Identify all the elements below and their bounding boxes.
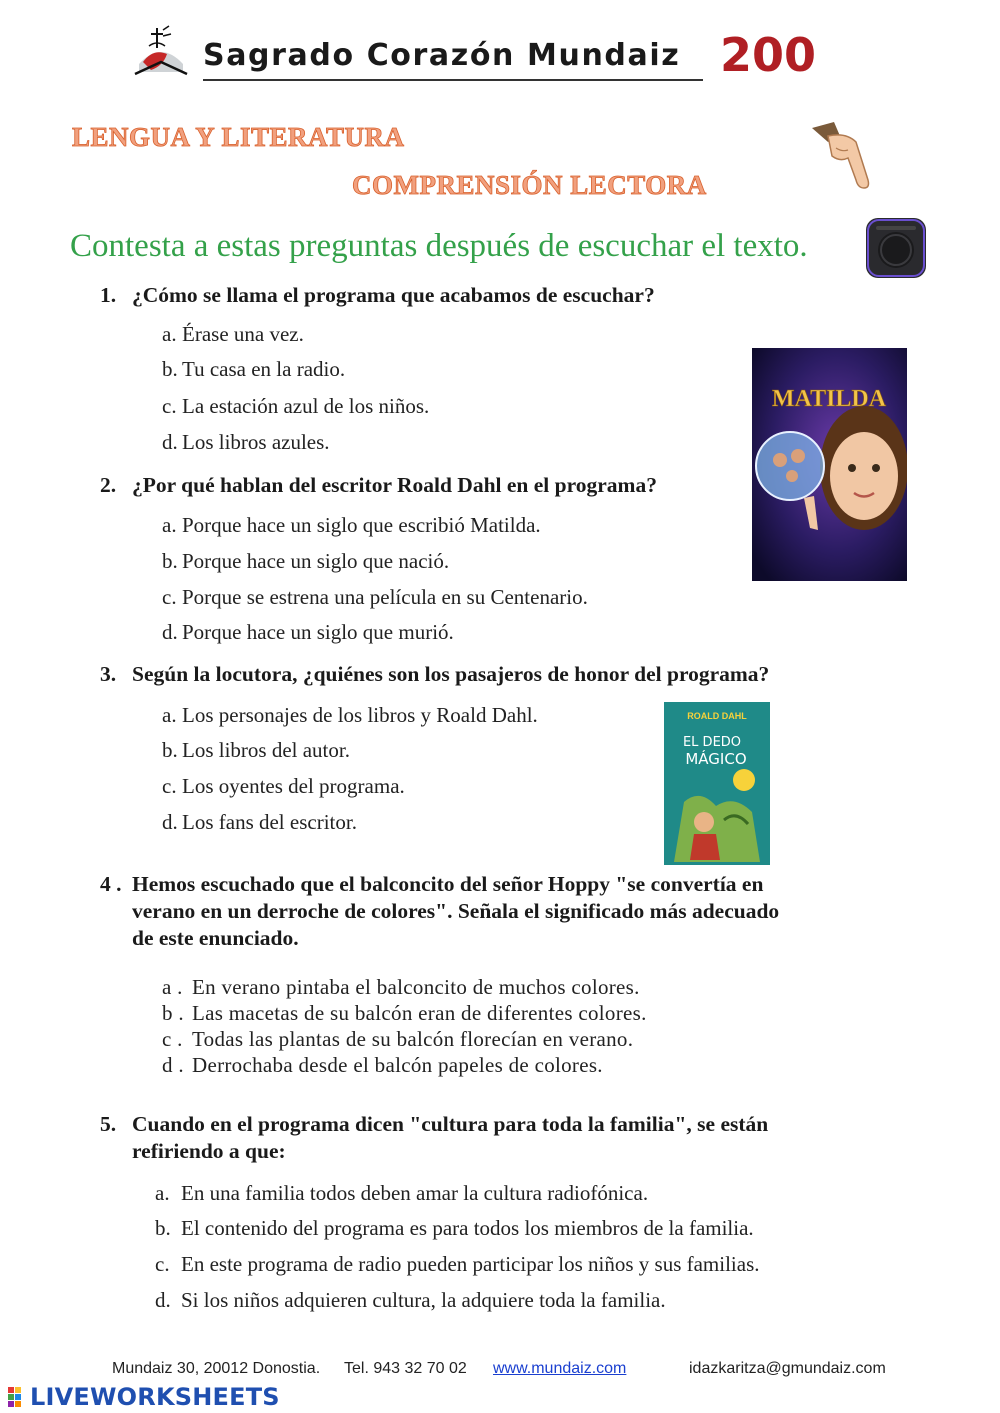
question-1: [100, 282, 655, 309]
option-5d[interactable]: [155, 1287, 666, 1313]
option-letter: d.: [162, 430, 178, 454]
option-text: Porque hace un siglo que nació.: [182, 549, 450, 573]
question-text-line-3: de este enunciado.: [132, 926, 299, 950]
option-5b[interactable]: [155, 1215, 754, 1241]
option-letter: c.: [162, 774, 177, 798]
option-text: Los personajes de los libros y Roald Dahl.: [182, 703, 538, 727]
matilda-title: MATILDA: [771, 386, 887, 412]
speaker-icon[interactable]: [862, 214, 930, 282]
question-text: ¿Por qué hablan del escritor Roald Dahl en el programa?: [132, 473, 657, 497]
question-number: 5.: [100, 1112, 117, 1136]
option-5c[interactable]: [155, 1251, 760, 1277]
option-2c[interactable]: [162, 584, 588, 610]
option-1c[interactable]: [162, 393, 429, 419]
school-name: Sagrado Corazón Mundaiz: [203, 38, 681, 73]
option-3d[interactable]: [162, 809, 357, 835]
question-3: [100, 661, 769, 688]
question-number: 2.: [100, 473, 117, 497]
question-number: 4 .: [100, 872, 122, 896]
book-title-line-2: MÁGICO: [685, 750, 747, 768]
option-text: Porque se estrena una película en su Centenario.: [182, 585, 588, 609]
liveworksheets-brand[interactable]: [8, 1383, 280, 1411]
option-letter: c.: [155, 1252, 170, 1276]
footer-phone: Tel. 943 32 70 02: [344, 1360, 467, 1377]
option-letter: d.: [162, 620, 178, 644]
option-letter: a.: [162, 703, 177, 727]
pointing-hand-icon: [806, 118, 876, 196]
option-2b[interactable]: [162, 548, 449, 574]
unit-heading: COMPRENSIÓN LECTORA: [352, 170, 707, 200]
option-letter: b.: [155, 1216, 171, 1240]
option-letter: d.: [155, 1288, 171, 1312]
subject-heading: LENGUA Y LITERATURA: [72, 122, 405, 152]
option-letter: c.: [162, 394, 177, 418]
question-text-line-1: Hemos escuchado que el balconcito del señor Hoppy "se convertía en: [132, 872, 764, 896]
option-letter: c.: [162, 585, 177, 609]
footer-address: Mundaiz 30, 20012 Donostia.: [112, 1360, 321, 1377]
option-text: Los oyentes del programa.: [182, 774, 405, 798]
option-text: Los libros azules.: [182, 430, 330, 454]
option-text: Los fans del escritor.: [182, 810, 357, 834]
option-text: Derrochaba desde el balcón papeles de colores.: [192, 1053, 603, 1077]
footer-email: idazkaritza@gmundaiz.com: [689, 1360, 886, 1377]
option-text: Si los niños adquieren cultura, la adquiere toda la familia.: [181, 1288, 666, 1312]
option-letter: d.: [162, 810, 178, 834]
question-2: [100, 472, 657, 499]
option-letter: b.: [162, 357, 178, 381]
question-text: ¿Cómo se llama el programa que acabamos de escuchar?: [132, 283, 655, 307]
option-4d[interactable]: [162, 1052, 603, 1078]
option-text: Las macetas de su balcón eran de diferentes colores.: [192, 1001, 647, 1025]
option-4a[interactable]: [162, 974, 640, 1000]
option-text: Porque hace un siglo que murió.: [182, 620, 454, 644]
option-4b[interactable]: [162, 1000, 647, 1026]
option-letter: c .: [162, 1027, 183, 1051]
question-4: [100, 871, 779, 952]
option-text: En una familia todos deben amar la cultura radiofónica.: [181, 1181, 649, 1205]
book-title-line-1: EL DEDO: [682, 735, 742, 750]
option-2a[interactable]: [162, 512, 541, 538]
question-number: 3.: [100, 662, 117, 686]
option-letter: a.: [162, 513, 177, 537]
instruction-text: Contesta a estas preguntas después de escuchar el texto.: [70, 228, 808, 264]
option-text: Érase una vez.: [182, 322, 304, 346]
liveworksheets-brand-text: LIVEWORKSHEETS: [30, 1383, 280, 1411]
anniversary-logo-text: 200: [720, 28, 817, 82]
question-number: 1.: [100, 283, 117, 307]
option-text: En verano pintaba el balconcito de muchos colores.: [192, 975, 640, 999]
option-1a[interactable]: [162, 321, 304, 347]
option-3a[interactable]: [162, 702, 538, 728]
option-text: Los libros del autor.: [182, 738, 350, 762]
option-5a[interactable]: [155, 1180, 648, 1206]
book-author: ROALD DAHL: [687, 711, 747, 721]
header-divider: [203, 79, 703, 81]
liveworksheets-logo-icon: [8, 1387, 30, 1407]
option-4c[interactable]: [162, 1026, 633, 1052]
question-text: Según la locutora, ¿quiénes son los pasajeros de honor del programa?: [132, 662, 770, 686]
option-text: Todas las plantas de su balcón florecían en verano.: [192, 1027, 634, 1051]
option-letter: b.: [162, 549, 178, 573]
option-text: El contenido del programa es para todos los miembros de la familia.: [181, 1216, 754, 1240]
option-text: La estación azul de los niños.: [182, 394, 430, 418]
option-1d[interactable]: [162, 429, 330, 455]
option-letter: a.: [155, 1181, 170, 1205]
option-letter: d .: [162, 1053, 184, 1077]
option-1b[interactable]: [162, 356, 345, 382]
question-5: [100, 1111, 768, 1165]
option-3b[interactable]: [162, 737, 350, 763]
option-text: Tu casa en la radio.: [182, 357, 346, 381]
option-3c[interactable]: [162, 773, 405, 799]
question-text-line-2: verano en un derroche de colores". Señala el significado más adecuado: [132, 899, 780, 923]
option-letter: a.: [162, 322, 177, 346]
option-2d[interactable]: [162, 619, 454, 645]
anniversary-logo: [720, 26, 842, 84]
el-dedo-magico-book-image: [664, 702, 770, 865]
option-letter: a .: [162, 975, 183, 999]
option-letter: b.: [162, 738, 178, 762]
option-text: Porque hace un siglo que escribió Matilda.: [182, 513, 541, 537]
question-text-line-2: refiriendo a que:: [132, 1139, 286, 1163]
question-text-line-1: Cuando en el programa dicen "cultura para toda la familia", se están: [132, 1112, 769, 1136]
matilda-poster-image: [752, 348, 907, 581]
footer-website-link[interactable]: www.mundaiz.com: [493, 1360, 627, 1377]
option-letter: b .: [162, 1001, 184, 1025]
school-logo-icon: [133, 22, 189, 82]
option-text: En este programa de radio pueden participar los niños y sus familias.: [181, 1252, 760, 1276]
